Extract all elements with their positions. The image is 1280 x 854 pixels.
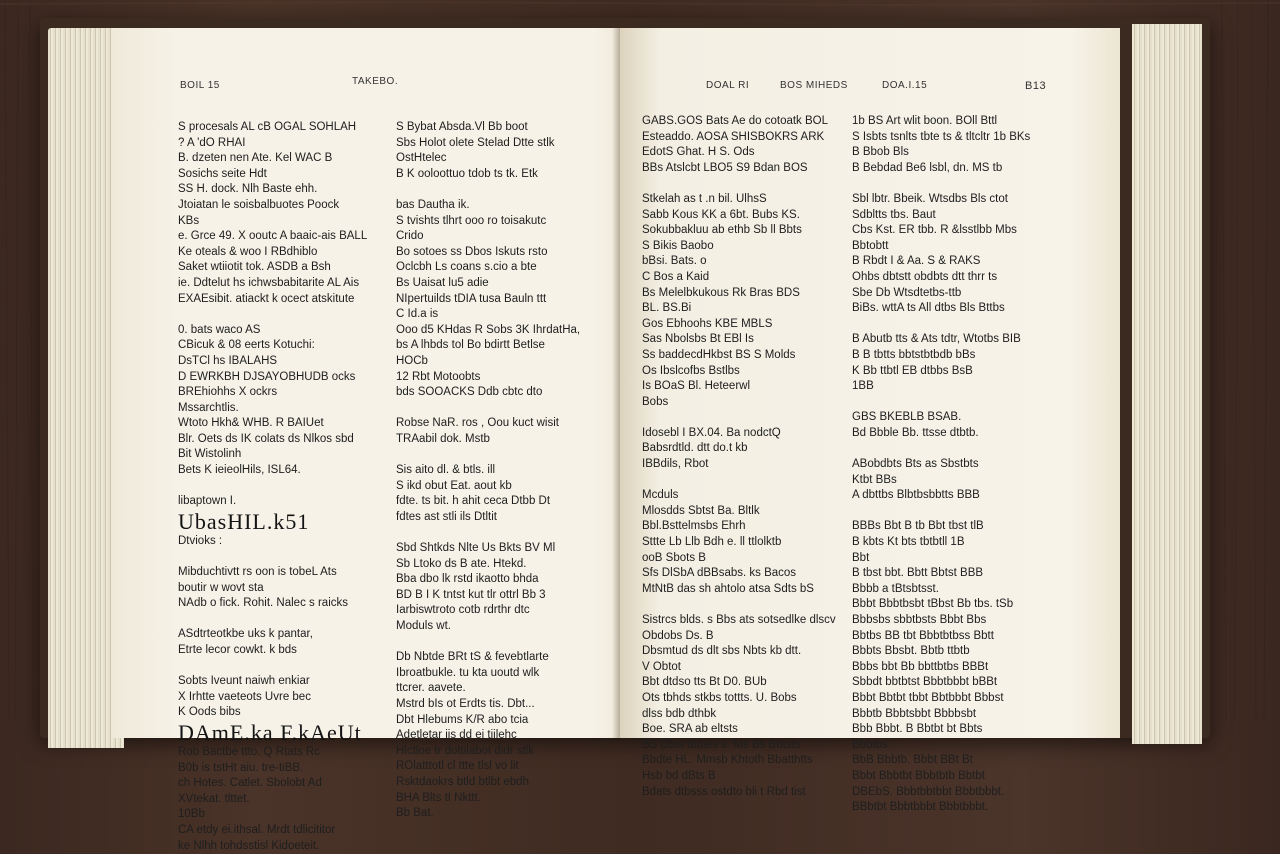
text-line: K Bb ttbtl EB dtbbs BsB — [852, 364, 973, 377]
text-line: B K ooloottuo tdob ts tk. Etk — [396, 167, 538, 180]
text-line: Adetletar iis dd ei tiilehc — [396, 729, 517, 742]
text-line: Iarbiswtroto cotb rdrthr dtc — [396, 604, 530, 617]
text-line: Robse NaR. ros , Oou kuct wisit — [396, 417, 559, 430]
left-running-head-center: TAKEBO. — [352, 76, 399, 87]
text-line: Bbbsbs sbbtbsts Bbbt Bbs — [852, 614, 987, 626]
text-line: fdte. ts bit. h ahit ceca Dtbb Dt — [396, 495, 551, 508]
text-line — [852, 504, 1056, 520]
text-line: ASdtrteotkbe uks k pantar, — [178, 628, 313, 641]
text-line: 10Bb — [178, 808, 205, 821]
right-page — [620, 28, 1120, 814]
text-line: Sbs Holot olete Stelad Dtte stlk — [396, 136, 555, 149]
text-line: 1b BS Art wlit boon. BOll Bttl — [852, 115, 998, 127]
text-line: BS Dbts dtbles s. Ms Bs Bbtsts — [642, 738, 801, 751]
text-line: ooB Sbots B — [642, 551, 706, 564]
text-line: bds SOOACKS Ddb cbtc dto — [396, 386, 543, 399]
text-line: Hlctloe tr dottilabot didr stlk — [396, 744, 535, 757]
text-line: V Obtot — [642, 660, 681, 673]
text-line: Ibroatbukle. tu kta uoutd wlk — [396, 666, 540, 679]
text-line: Obdobs Ds. B — [642, 629, 714, 642]
text-line: CA etdy ei.ithsal. Mrdt tdlicititor — [178, 823, 336, 836]
text-line: boutir w wovt sta — [178, 581, 264, 594]
text-line: Is BOaS Bl. Heteerwl — [642, 380, 751, 393]
text-line: B Bebdad Be6 lsbl, dn. MS tb — [852, 161, 1003, 174]
right-page-column-1 — [642, 114, 846, 800]
text-line: EXAEsibit. atiackt k ocect atskitute — [178, 292, 355, 305]
left-page — [112, 28, 660, 852]
right-running-head-right: DOA.I.15 — [882, 80, 928, 91]
text-line: S Bikis Baobo — [642, 239, 714, 252]
text-line — [396, 635, 600, 651]
text-line: BREhiohhs X ockrs — [178, 386, 278, 399]
text-line — [178, 307, 392, 323]
text-line: Saket wtiiotit tok. ASDB a Bsh — [178, 261, 331, 274]
text-line: K Oods bibs — [178, 706, 241, 719]
text-line: S tvishts tlhrt ooo ro toisakutc — [396, 214, 547, 227]
text-line: Bba dbo lk rstd ikaotto bhda — [396, 573, 539, 586]
text-line: C Id.a is — [396, 308, 439, 321]
text-line: UbasHIL.k51 — [178, 508, 310, 534]
text-line: Sttte Lb Llb Bdh e. ll ttlolktb — [642, 536, 782, 549]
text-line: B. dzeten nen Ate. Kel WAC B — [178, 152, 333, 165]
text-line — [178, 479, 392, 495]
text-line — [396, 182, 600, 198]
text-line: Bbbb a tBtsbtsst. — [852, 582, 939, 595]
page-edges-right — [1132, 24, 1202, 744]
text-line: bas Dautha ik. — [396, 198, 470, 211]
text-line: BL. BS.Bi — [642, 302, 692, 315]
text-line: Bb Bat. — [396, 807, 434, 820]
text-line: TRAabil dok. Mstb — [396, 432, 490, 445]
text-line — [396, 447, 600, 463]
text-line: Bbdte HL. Mmsb Khtoth Bbatthtts — [642, 754, 813, 767]
text-line: B Rbdt I & Aa. S & RAKS — [852, 255, 981, 268]
text-line: SS H. dock. Nlh Baste ehh. — [178, 183, 318, 196]
text-line — [642, 176, 846, 192]
text-line: NAdb o fick. Rohit. Nalec s raicks — [178, 597, 349, 610]
text-line: Sbl lbtr. Bbeik. Wtsdbs Bls ctot — [852, 192, 1008, 205]
text-line: XVtekat. tlttet. — [178, 792, 250, 805]
text-line: KBs — [178, 214, 200, 227]
text-line — [852, 441, 1056, 457]
text-line: Bbt — [852, 551, 870, 564]
text-line: B Bbob Bls — [852, 146, 909, 159]
text-line: MtNtB das sh ahtolo atsa Sdts bS — [642, 582, 814, 595]
text-line: Blr. Oets ds IK colats ds Nlkos sbd — [178, 432, 354, 445]
text-line: Bbbtb Bbbtsbbt Bbbbsbt — [852, 707, 977, 720]
text-line: Bets K ieieolHils, ISL64. — [178, 464, 301, 477]
text-line: Sbe Db Wtsdtetbs-ttb — [852, 286, 962, 299]
text-line — [178, 612, 392, 628]
text-line: DAmE.ka F.kAeUt — [178, 719, 362, 745]
text-line: Idosebl I BX.04. Ba nodctQ — [642, 426, 781, 439]
text-line: Sas Nbolsbs Bt EBl Is — [642, 333, 754, 346]
text-line — [396, 525, 600, 541]
text-line: Sb Ltoko ds B ate. Htekd. — [396, 557, 527, 570]
text-line: BBbtbt Bbbtbbbt Bbbtbbbt. — [852, 801, 989, 814]
open-book — [40, 18, 1210, 852]
text-line: Bbtobtt — [852, 239, 889, 252]
text-line: bs A lhbds tol Bo bdirtt Betlse — [396, 339, 545, 352]
text-line: Bobs — [642, 395, 669, 408]
text-line: B tbst bbt. Bbtt Bbtst BBB — [852, 567, 984, 580]
text-line: Sis aito dl. & btls. ill — [396, 464, 496, 477]
text-line — [852, 395, 1056, 411]
text-line: Mstrd bIs ot Erdts tis. Dbt... — [396, 697, 535, 710]
text-line: ttcrer. aavete. — [396, 682, 466, 695]
text-line: ABobdbts Bts as Sbstbts — [852, 458, 979, 471]
text-line: NIpertuilds tDIA tusa Bauln ttt — [396, 292, 547, 305]
text-line: 12 Rbt Motoobts — [396, 370, 481, 383]
text-line: Sistrcs blds. s Bbs ats sotsedlke dlscv — [642, 614, 836, 626]
text-line: B Abutb tts & Ats tdtr, Wtotbs BIB — [852, 333, 1021, 346]
text-line: 0. bats waco AS — [178, 323, 261, 336]
text-line: Ktbt BBs — [852, 473, 897, 486]
text-line: Bbtbs BB tbt Bbbtbtbss Bbtt — [852, 629, 994, 642]
text-line: Bbbs bbt Bb bbttbtbs BBBt — [852, 660, 989, 673]
text-line: Bbl.Bsttelmsbs Ehrh — [642, 520, 746, 533]
text-line — [852, 317, 1056, 333]
text-line: Os Ibslcofbs Bstlbs — [642, 364, 740, 377]
text-line: BBs Atslcbt LBO5 S9 Bdan BOS — [642, 161, 808, 174]
text-line: Stkelah as t .n bil. UlhsS — [642, 192, 767, 205]
text-line: Bo sotoes ss Dbos Iskuts rsto — [396, 245, 548, 258]
text-line: Rsktdaokrs btld btlbt ebdh — [396, 775, 529, 788]
text-line: Ss baddecdHkbst BS S Molds — [642, 348, 796, 361]
text-line: ie. Ddtelut hs ichwsbabitarite AL Ais — [178, 276, 360, 289]
text-line: Bbt dtdso tts Bt D0. BUb — [642, 676, 767, 689]
text-line: Etrte lecor cowkt. k bds — [178, 644, 297, 656]
text-line: Crido — [396, 230, 424, 243]
right-page-column-2 — [852, 114, 1056, 816]
text-line: OstHtelec — [396, 152, 447, 165]
text-line: DsTCl hs IBALAHS — [178, 354, 278, 367]
text-line: Ots tbhds stkbs tottts. U. Bobs — [642, 691, 797, 704]
text-line — [642, 597, 846, 613]
text-line: Dbt Hlebums K/R abo tcia — [396, 713, 529, 726]
left-running-head: BOIL 15 — [180, 80, 220, 91]
text-line: BBBs Bbt B tb Bbt tbst tlB — [852, 520, 984, 533]
text-line: D EWRKBH DJSAYOBHUDB ocks — [178, 370, 356, 383]
text-line: Sdbltts tbs. Baut — [852, 208, 936, 221]
text-line: Mibduchtivtt rs oon is tobeL Ats — [178, 566, 337, 579]
text-line: Esteaddo. AOSA SHISBOKRS ARK — [642, 130, 825, 143]
text-line: Sfs DlSbA dBBsabs. ks Bacos — [642, 567, 797, 580]
text-line: Bs Uaisat lu5 adie — [396, 276, 489, 289]
text-line: Wtoto Hkh& WHB. R BAIUet — [178, 417, 324, 430]
text-line: Hsb bd dBts B — [642, 769, 716, 782]
text-line: Bbbt Bbbtbsbt tBbst Bb tbs. tSb — [852, 598, 1014, 611]
text-line: ke Nlhh tohdsstisl Kidoeteit. — [178, 839, 320, 852]
text-line: A dbttbs Blbtbsbbtts BBB — [852, 489, 980, 502]
text-line: S ikd obut Eat. aout kb — [396, 479, 512, 492]
text-line: S Bybat Absda.Vl Bb boot — [396, 121, 528, 133]
text-line: X Irhtte vaeteots Uvre bec — [178, 690, 311, 703]
page-number: B13 — [1025, 80, 1047, 92]
text-line: Sobts Iveunt naiwh enkiar — [178, 675, 310, 688]
text-line: Bdats dtbsss ostdto bli t Rbd tist — [642, 785, 806, 798]
text-line: dlss bdb dthbk — [642, 707, 717, 720]
text-line: HOCb — [396, 354, 428, 367]
text-line: Sabb Kous KK a 6bt. Bubs KS. — [642, 208, 800, 221]
text-line: Db Nbtde BRt tS & fevebtlarte — [396, 651, 549, 664]
text-line: Dtvioks : — [178, 534, 223, 547]
text-line: S procesals AL cB OGAL SOHLAH — [178, 121, 357, 133]
text-line: BHA Blts tI Nkttt. — [396, 791, 481, 804]
text-line: BiBs. wttA ts All dtbs Bls Bttbs — [852, 302, 1005, 315]
text-line: Bit Wistolinh — [178, 448, 242, 461]
text-line: ch Hotes. Catlet. Sbolobt Ad — [178, 777, 322, 790]
text-line: Sokubbakluu ab ethb Sb ll Bbts — [642, 224, 802, 237]
text-line: Mcduls — [642, 489, 679, 502]
text-line — [642, 410, 846, 426]
text-line: Boe. SRA ab eltsts — [642, 723, 738, 736]
text-line: Dbsmtud ds dlt sbs Nbts kb dtt. — [642, 645, 802, 658]
text-line: Moduls wt. — [396, 620, 451, 632]
right-running-head-center: BOS MIHEDS — [780, 80, 848, 91]
text-line: Bs Melelbkukous Rk Bras BDS — [642, 286, 800, 299]
text-line: fdtes ast stli ils Dtltit — [396, 510, 497, 523]
text-line: Cbs Kst. ER tbb. R &lsstlbb Mbs — [852, 224, 1017, 237]
text-line: Rob Bactbe ttto. Q Rtats Rc — [178, 745, 320, 758]
text-line: Ke oteals & woo I RBdhiblo — [178, 245, 318, 258]
text-line: BD B I K tntst kut tlr ottrl Bb 3 — [396, 588, 546, 601]
text-line: Bbbt Bbbtbt Bbbtbtb Bbtbt — [852, 769, 985, 782]
text-line: BbB Bbbtb. Bbbt BBt Bt — [852, 754, 973, 767]
text-line: IBBdils, Rbot — [642, 458, 709, 471]
text-line: ROlatttotl cl ttte tlsl vo lit — [396, 760, 519, 773]
text-line: B kbts Kt bts tbtbtll 1B — [852, 536, 965, 549]
text-line: Gos Ebhoohs KBE MBLS — [642, 317, 773, 330]
text-line: Bbbts Bbsbt. Bbtb ttbtb — [852, 645, 970, 658]
text-line: ? A 'dO RHAI — [178, 136, 246, 149]
text-line: Ooo d5 KHdas R Sobs 3K IhrdatHa, — [396, 323, 581, 336]
left-page-column-2 — [396, 120, 600, 822]
text-line: GBS BKEBLB BSAB. — [852, 411, 962, 424]
text-line: DBEbS. Bbbtbbtbbt Bbbtbbbt. — [852, 785, 1005, 798]
text-line: Jtoiatan le soisbalbuotes Poock — [178, 198, 340, 211]
text-line: Babsrdtld. dtt do.t kb — [642, 442, 748, 455]
text-line: Oclcbh Ls coans s.cio a bte — [396, 261, 537, 274]
text-line: EdotS Ghat. H S. Ods — [642, 146, 755, 159]
text-line: e. Grce 49. X ooutc A baaic-ais BALL — [178, 230, 368, 243]
text-line — [852, 176, 1056, 192]
text-line: C Bos a Kaid — [642, 270, 710, 283]
text-line: Ohbs dbtstt obdbts dtt thrr ts — [852, 270, 998, 283]
text-line: bBsi. Bats. o — [642, 255, 707, 268]
text-line: Bbbt Bbtbt tbbt Bbtbbbt Bbbst — [852, 691, 1004, 704]
text-line: Mssarchtlis. — [178, 401, 239, 414]
text-line: Mlosdds Sbtst Ba. Bltlk — [642, 504, 760, 517]
text-line: Bbbtbs — [852, 738, 888, 751]
text-line — [396, 401, 600, 417]
text-line: B B tbtts bbtstbtbdb bBs — [852, 348, 976, 361]
text-line: S Isbts tsnlts tbte ts & tltcltr 1b BKs — [852, 130, 1031, 143]
left-page-column-1 — [178, 120, 392, 854]
text-line — [178, 549, 392, 565]
text-line — [642, 473, 846, 489]
text-line: Sbd Shtkds Nlte Us Bkts BV Ml — [396, 542, 556, 555]
text-line: Bbb Bbbt. B Bbtbt bt Bbts — [852, 723, 983, 736]
text-line: Sosichs seite Hdt — [178, 167, 267, 180]
text-line — [178, 659, 392, 675]
text-line: GABS.GOS Bats Ae do cotoatk BOL — [642, 115, 829, 127]
text-line: Sbbdt bbtbtst Bbbtbbbt bBBt — [852, 676, 998, 689]
text-line: B0b is tstHt aiu. tre-tiBB. — [178, 761, 304, 774]
text-line: Bd Bbble Bb. ttsse dtbtb. — [852, 426, 979, 439]
text-line: 1BB — [852, 380, 874, 393]
text-line: CBicuk & 08 eerts Kotuchi: — [178, 339, 315, 352]
right-running-head-left: DOAL RI — [706, 80, 750, 91]
text-line: libaptown I. — [178, 495, 237, 508]
